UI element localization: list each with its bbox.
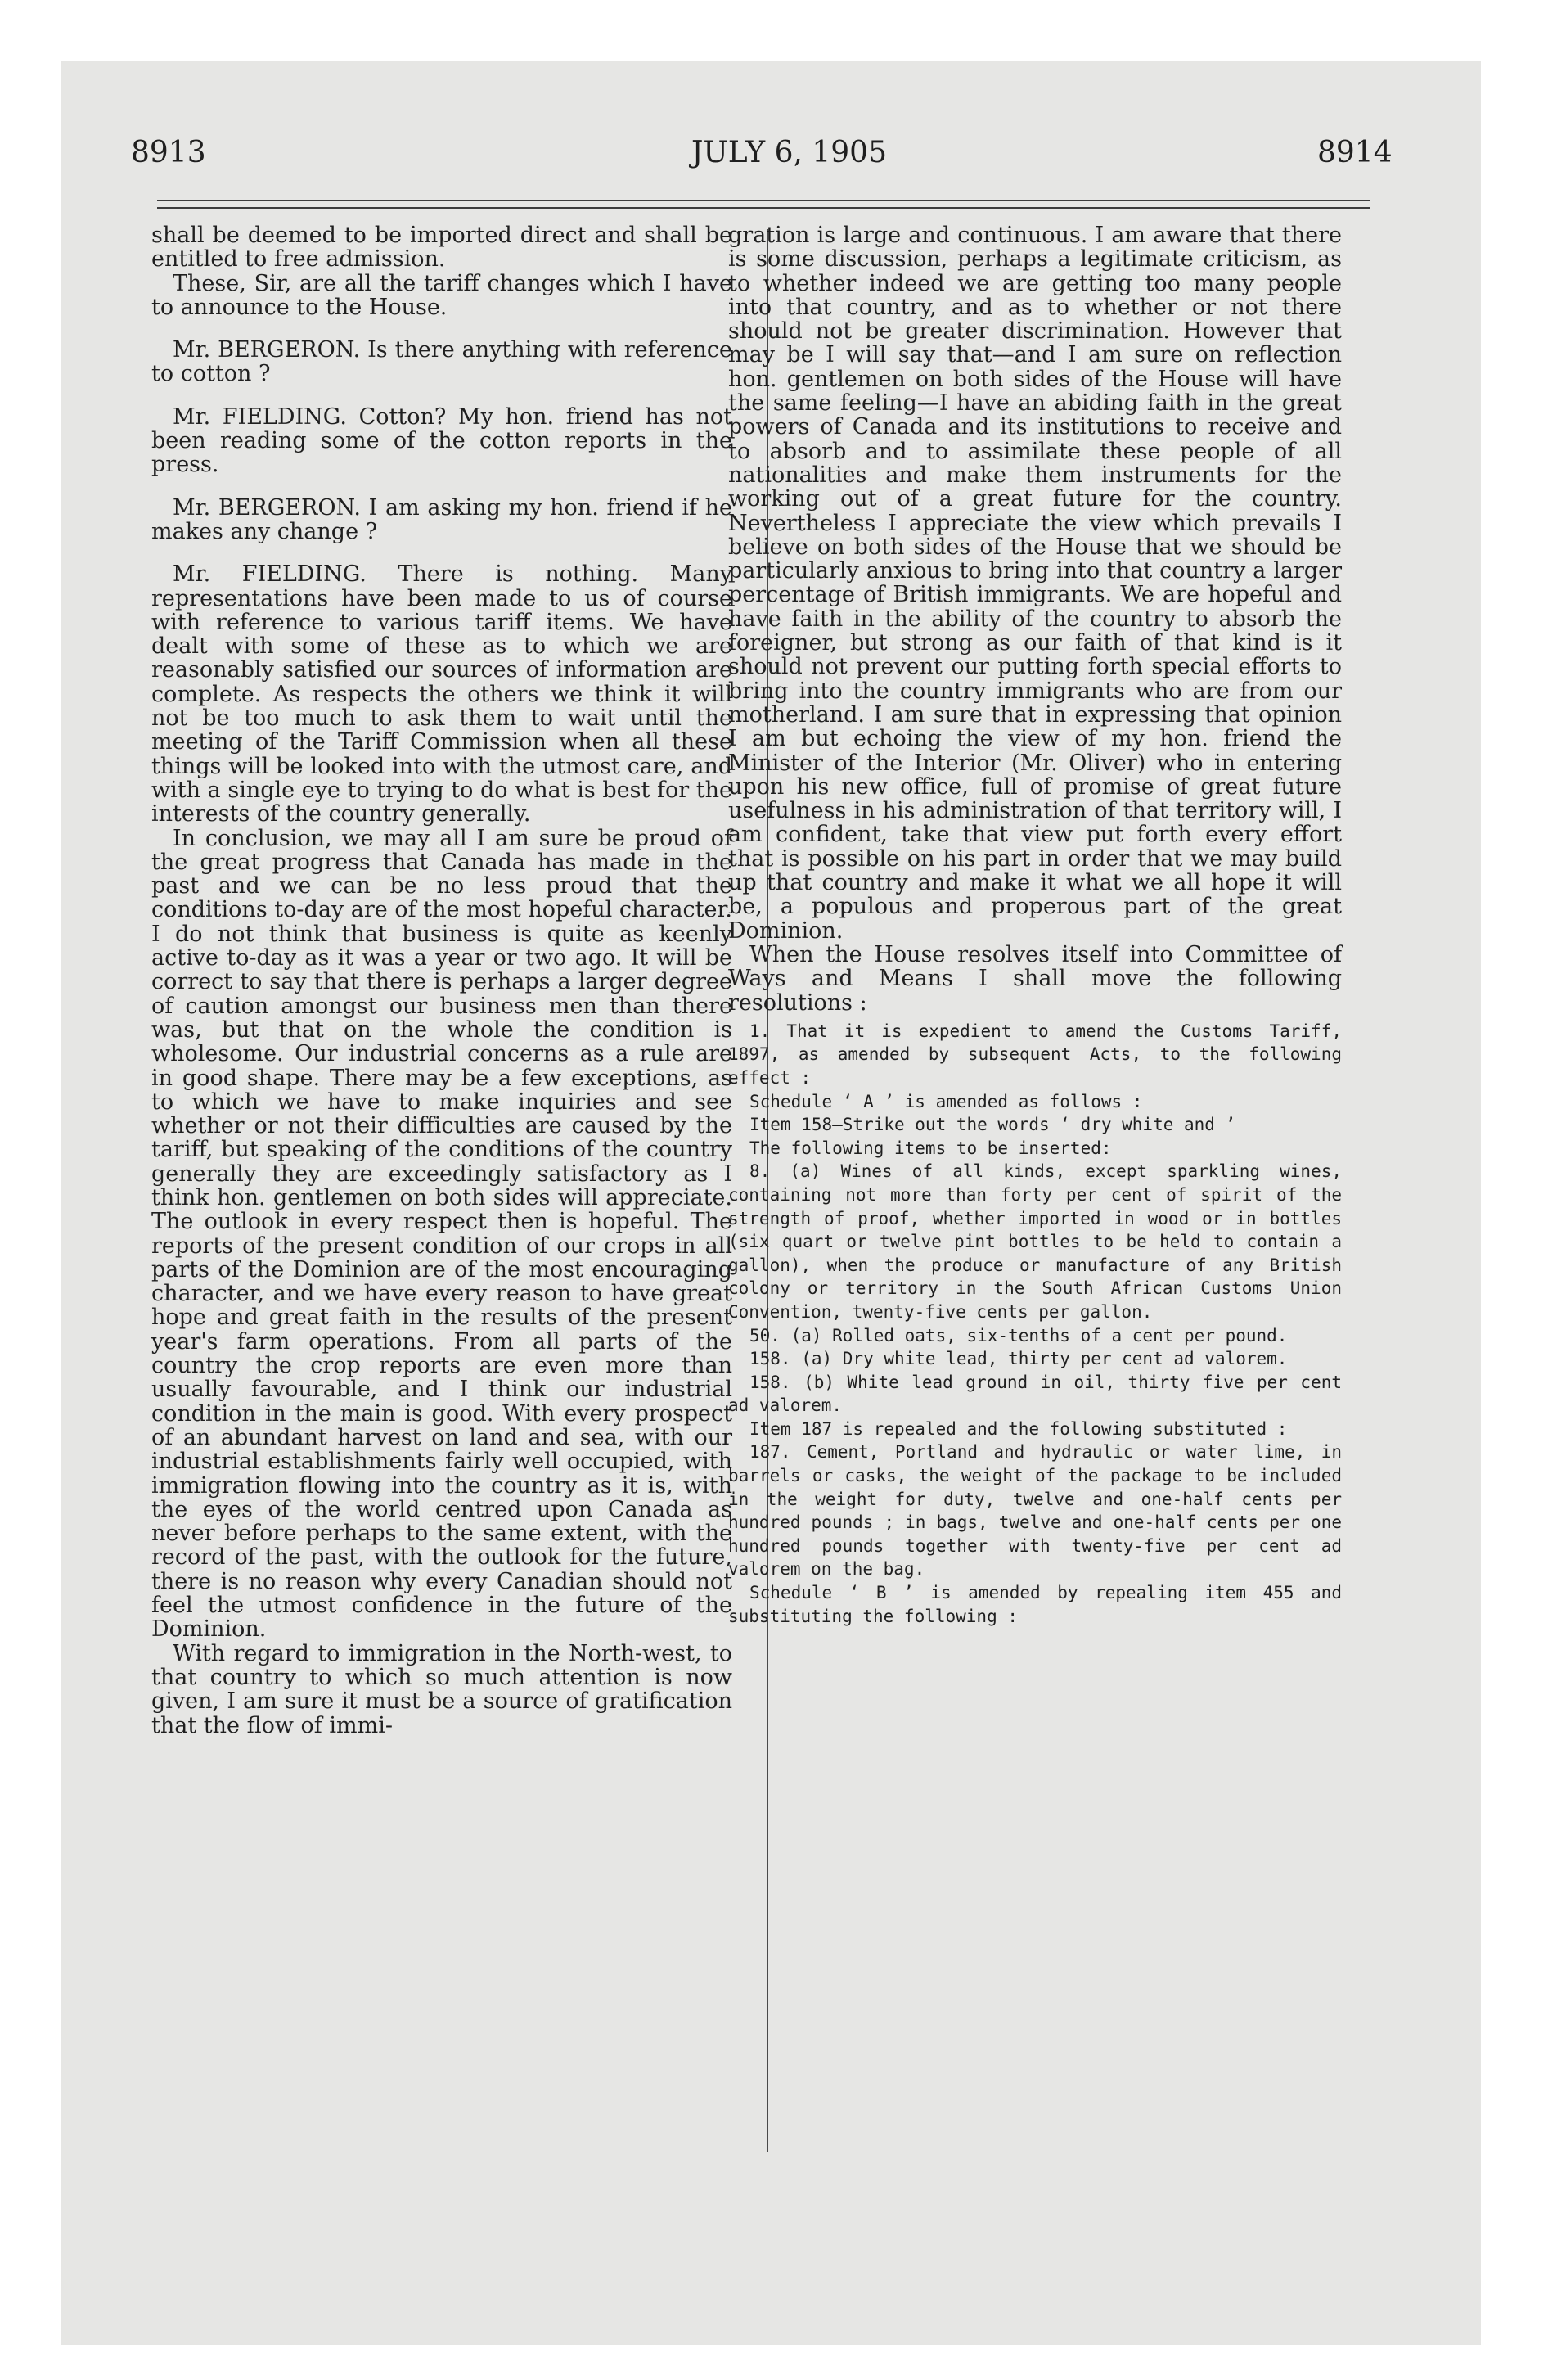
page-number-right: 8914 [1317, 136, 1393, 169]
resolution-item: 8. (a) Wines of all kinds, except sparkling wines, containing not more than forty per cent of spirit of the strength of proof, whether imported in wood or in bottles (six quart or twelve pint bottles to be held to contain a gallon), when the produce or manufacture of any British colony or territory in the South African Customs Union Convention, twenty-five cents per gallon. [728, 1161, 1342, 1322]
right-column [728, 223, 1342, 1628]
header-rule-top [157, 200, 1370, 201]
paragraph: These, Sir, are all the tariff changes which I have to announce to the House. [151, 270, 732, 320]
scanned-page [61, 61, 1481, 2345]
paragraph: When the House resolves itself into Committee of Ways and Means I shall move the following resolutions : [728, 941, 1342, 1016]
resolution-item: The following items to be inserted: [749, 1138, 1112, 1158]
resolution-item: 187. Cement, Portland and hydraulic or water lime, in barrels or casks, the weight of the package to be included in the weight for duty, twelve and one-half cents per hundred pounds ; in bags, twelve and one-half cents per one hundred pounds together with twenty-five per cent ad valorem on the bag. [728, 1442, 1342, 1580]
resolution-item: 158. (a) Dry white lead, thirty per cent ad valorem. [749, 1349, 1288, 1369]
resolution-item: Schedule ‘ A ’ is amended as follows : [749, 1091, 1143, 1111]
page-number-left: 8913 [131, 136, 206, 169]
resolution-item: Schedule ‘ B ’ is amended by repealing item 455 and substituting the following : [728, 1583, 1342, 1626]
paragraph: shall be deemed to be imported direct and shall be entitled to free admission. [151, 223, 732, 273]
paragraph: In conclusion, we may all I am sure be proud of the great progress that Canada has made in the past and we can be no less proud that the conditions to-day are of the most hopeful character. I do not think that business is quite as keenly active to-day as it was a year or two ago. It will be correct to say that there is perhaps a larger degree of caution amongst our business men than there was, but that on the whole the condition is wholesome. Our industrial concerns as a rule are in good shape. There may be a few exceptions, as to which we have to make inquiries and see whether or not their difficulties are caused by the tariff, but speaking of the conditions of the country generally they are exceedingly satisfactory as I think hon. gentlemen on both sides will appreciate. The outlook in every respect then is hopeful. The reports of the present condition of our crops in all parts of the Dominion are of the most encouraging character, and we have every reason to have great hope and great faith in the results of the present year's farm operations. From all parts of the country the crop reports are even more than usually favourable, and I think our industrial condition in the main is good. With every prospect of an abundant harvest on land and sea, with our industrial establishments fairly well occupied, with immigration flowing into the country as it is, with the eyes of the world centred upon Canada as never before perhaps to the same extent, with the record of the past, with the outlook for the future, there is no reason why every Canadian should not feel the utmost confidence in the future of the Dominion. [151, 825, 732, 1643]
running-head-date: JULY 6, 1905 [691, 136, 887, 169]
speaker-paragraph: Mr. FIELDING. There is nothing. Many representations have been made to us of course with reference to various tariff items. We have dealt with some of these as to which we are reasonably satisfied our sources of information are complete. As respects the others we think it will not be too much to ask them to wait until the meeting of the Tariff Commission when all these things will be looked into with the utmost care, and with a single eye to trying to do what is best for the interests of the country generally. [151, 561, 732, 827]
resolution-item: Item 187 is repealed and the following substituted : [749, 1418, 1288, 1439]
speaker-paragraph: Mr. BERGERON. Is there anything with reference to cotton ? [151, 337, 732, 387]
paragraph: gration is large and continuous. I am aware that there is some discussion, perhaps a legitimate criticism, as to whether indeed we are getting too many people into that country, and as to whether or not there should not be greater discrimination. However that may be I will say that—and I am sure on reflection hon. gentlemen on both sides of the House will have the same feeling—I have an abiding faith in the great powers of Canada and its institutions to receive and to absorb and to assimilate these people of all nationalities and make them instruments for the working out of a great future for the country. Nevertheless I appreciate the view which prevails I believe on both sides of the House that we should be particularly anxious to bring into that country a larger percentage of British immigrants. We are hopeful and have faith in the ability of the country to absorb the foreigner, but strong as our faith of that kind is it should not prevent our putting forth special efforts to bring into the country immigrants who are from our motherland. I am sure that in expressing that opinion I am but echoing the view of my hon. friend the Minister of the Interior (Mr. Oliver) who in entering upon his new office, full of promise of great future usefulness in his administration of that territory will, I am confident, take that view put forth every effort that is possible on his part in order that we may build up that country and make it what we all hope it will be, a populous and properous part of the great Dominion. [728, 223, 1342, 944]
resolution-item: 158. (b) White lead ground in oil, thirty five per cent ad valorem. [728, 1372, 1342, 1416]
resolution-item: Item 158—Strike out the words ‘ dry white and ’ [749, 1115, 1236, 1135]
resolution-item: 50. (a) Rolled oats, six-tenths of a cent per pound. [749, 1325, 1288, 1346]
resolution-item: 1. That it is expedient to amend the Customs Tariff, 1897, as amended by subsequent Acts, to the following effect : [728, 1021, 1342, 1088]
speaker-paragraph: Mr. FIELDING. Cotton? My hon. friend has not been reading some of the cotton reports in the press. [151, 403, 732, 478]
header-rule-bottom [157, 207, 1370, 209]
left-column [151, 223, 732, 1738]
paragraph: With regard to immigration in the North-west, to that country to which so much attention is now given, I am sure it must be a source of gratification that the flow of immi- [151, 1640, 732, 1738]
speaker-paragraph: Mr. BERGERON. I am asking my hon. friend if he makes any change ? [151, 494, 732, 544]
